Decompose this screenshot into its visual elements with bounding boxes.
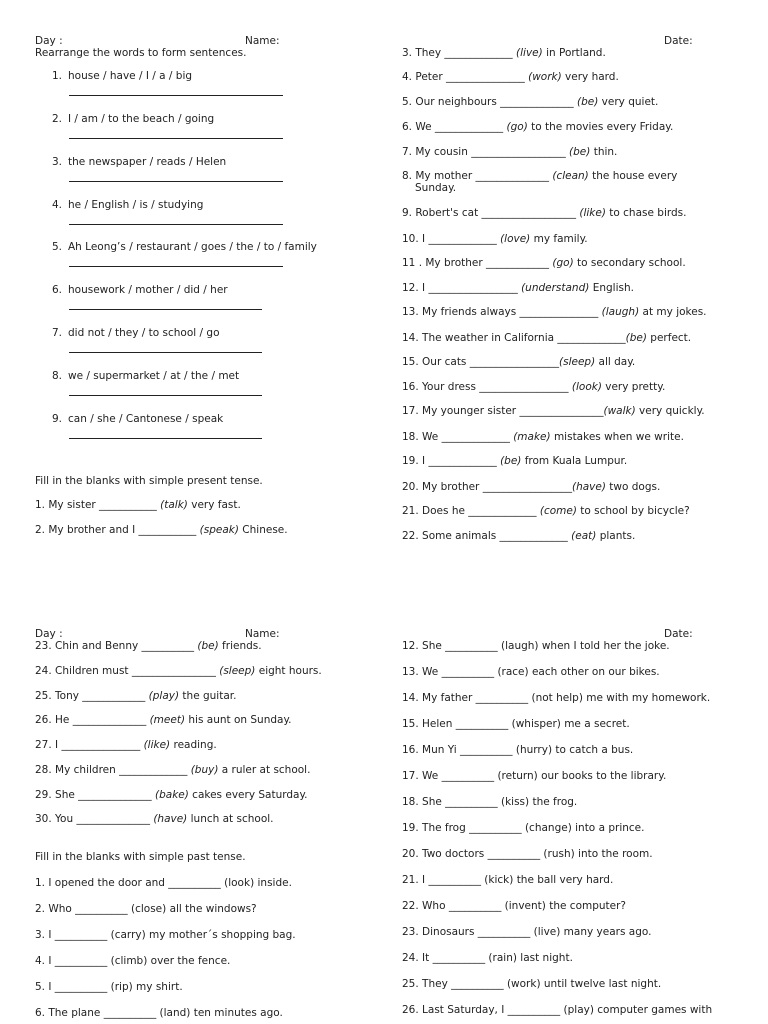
answer-line	[69, 266, 283, 267]
day-label: Day :	[35, 35, 63, 47]
exercise-item: 4. Peter _______________ (work) very hard.	[402, 71, 619, 83]
date-label: Date:	[664, 628, 693, 640]
answer-line	[69, 181, 283, 182]
answer-line	[69, 224, 283, 225]
exercise-item: 1. I opened the door and __________ (look) inside.	[35, 877, 292, 889]
exercise-item: 15. Our cats _________________(sleep) all day.	[402, 356, 636, 368]
exercise-item: 28. My children _____________ (buy) a ruler at school.	[35, 764, 311, 776]
exercise-item: 12. I _________________ (understand) English.	[402, 282, 634, 294]
rearrange-item: 8. we / supermarket / at / the / met	[52, 370, 240, 382]
present-tense-instruction: Fill in the blanks with simple present tense.	[35, 475, 263, 487]
exercise-item: 24. Children must ________________ (sleep) eight hours.	[35, 665, 322, 677]
exercise-item: 26. Last Saturday, I __________ (play) computer games with	[402, 1004, 713, 1016]
exercise-item: 5. I __________ (rip) my shirt.	[35, 981, 183, 993]
exercise-item: 6. We _____________ (go) to the movies every Friday.	[402, 121, 674, 133]
exercise-item: 17. My younger sister ________________(walk) very quickly.	[402, 405, 705, 417]
exercise-item: 21. Does he _____________ (come) to school by bicycle?	[402, 505, 690, 517]
rearrange-item: 7. did not / they / to school / go	[52, 327, 220, 339]
exercise-item: 8. My mother ______________ (clean) the house every	[402, 170, 678, 182]
name-label: Name:	[245, 628, 280, 640]
exercise-item: 5. Our neighbours ______________ (be) very quiet.	[402, 96, 659, 108]
exercise-item-continuation: Sunday.	[415, 182, 457, 194]
answer-line	[69, 309, 262, 310]
exercise-item: 6. The plane __________ (land) ten minutes ago.	[35, 1007, 283, 1019]
exercise-item: 16. Mun Yi __________ (hurry) to catch a bus.	[402, 744, 634, 756]
exercise-item: 19. The frog __________ (change) into a prince.	[402, 822, 645, 834]
exercise-item: 2. My brother and I ___________ (speak) Chinese.	[35, 524, 288, 536]
answer-line	[69, 352, 262, 353]
exercise-item: 25. They __________ (work) until twelve last night.	[402, 978, 662, 990]
rearrange-item: 5. Ah Leong’s / restaurant / goes / the / to / family	[52, 241, 317, 253]
name-label: Name:	[245, 35, 280, 47]
rearrange-item: 9. can / she / Cantonese / speak	[52, 413, 224, 425]
exercise-item: 29. She ______________ (bake) cakes every Saturday.	[35, 789, 308, 801]
rearrange-item: 1. house / have / I / a / big	[52, 70, 193, 82]
exercise-item: 14. The weather in California _____________(be) perfect.	[402, 332, 692, 344]
date-label: Date:	[664, 35, 693, 47]
exercise-item: 23. Dinosaurs __________ (live) many years ago.	[402, 926, 652, 938]
exercise-item: 16. Your dress _________________ (look) very pretty.	[402, 381, 666, 393]
answer-line	[69, 438, 262, 439]
day-label: Day :	[35, 628, 63, 640]
exercise-item: 1. My sister ___________ (talk) very fast.	[35, 499, 241, 511]
exercise-item: 21. I __________ (kick) the ball very hard.	[402, 874, 614, 886]
answer-line	[69, 138, 283, 139]
rearrange-instruction: Rearrange the words to form sentences.	[35, 47, 247, 59]
exercise-item: 24. It __________ (rain) last night.	[402, 952, 573, 964]
exercise-item: 20. Two doctors __________ (rush) into the room.	[402, 848, 653, 860]
exercise-item: 30. You ______________ (have) lunch at school.	[35, 813, 274, 825]
exercise-item: 4. I __________ (climb) over the fence.	[35, 955, 231, 967]
exercise-item: 19. I _____________ (be) from Kuala Lumpur.	[402, 455, 628, 467]
past-tense-instruction: Fill in the blanks with simple past tense.	[35, 851, 246, 863]
exercise-item: 22. Some animals _____________ (eat) plants.	[402, 530, 636, 542]
exercise-item: 18. We _____________ (make) mistakes when we write.	[402, 431, 684, 443]
exercise-item: 10. I _____________ (love) my family.	[402, 233, 588, 245]
exercise-item: 27. I _______________ (like) reading.	[35, 739, 217, 751]
rearrange-item: 3. the newspaper / reads / Helen	[52, 156, 227, 168]
exercise-item: 12. She __________ (laugh) when I told her the joke.	[402, 640, 670, 652]
rearrange-item: 2. I / am / to the beach / going	[52, 113, 215, 125]
answer-line	[69, 95, 283, 96]
exercise-item: 14. My father __________ (not help) me with my homework.	[402, 692, 711, 704]
exercise-item: 23. Chin and Benny __________ (be) friends.	[35, 640, 262, 652]
answer-line	[69, 395, 262, 396]
exercise-item: 2. Who __________ (close) all the windows?	[35, 903, 257, 915]
rearrange-item: 6. housework / mother / did / her	[52, 284, 228, 296]
exercise-item: 15. Helen __________ (whisper) me a secret.	[402, 718, 630, 730]
exercise-item: 22. Who __________ (invent) the computer?	[402, 900, 627, 912]
exercise-item: 3. I __________ (carry) my mother´s shopping bag.	[35, 929, 296, 941]
exercise-item: 20. My brother _________________(have) two dogs.	[402, 481, 661, 493]
exercise-item: 3. They _____________ (live) in Portland.	[402, 47, 606, 59]
exercise-item: 7. My cousin __________________ (be) thin.	[402, 146, 618, 158]
exercise-item: 25. Tony ____________ (play) the guitar.	[35, 690, 237, 702]
rearrange-item: 4. he / English / is / studying	[52, 199, 204, 211]
exercise-item: 11 . My brother ____________ (go) to secondary school.	[402, 257, 686, 269]
exercise-item: 18. She __________ (kiss) the frog.	[402, 796, 578, 808]
exercise-item: 9. Robert's cat __________________ (like) to chase birds.	[402, 207, 687, 219]
exercise-item: 26. He ______________ (meet) his aunt on Sunday.	[35, 714, 292, 726]
exercise-item: 13. My friends always _______________ (laugh) at my jokes.	[402, 306, 707, 318]
exercise-item: 17. We __________ (return) our books to the library.	[402, 770, 667, 782]
exercise-item: 13. We __________ (race) each other on our bikes.	[402, 666, 660, 678]
